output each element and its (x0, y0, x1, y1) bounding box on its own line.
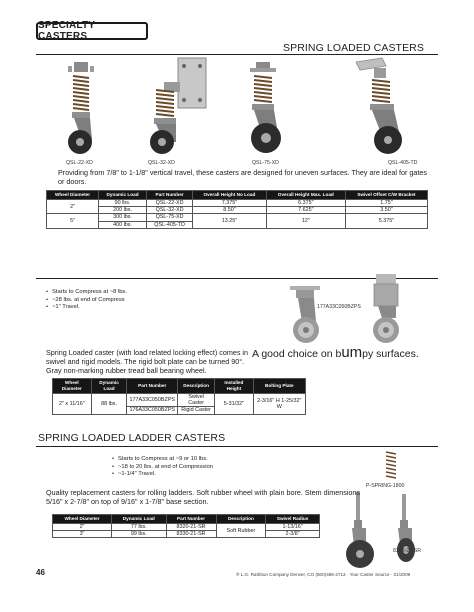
column-header: Part Number (147, 191, 193, 200)
bullet-list-section2 (46, 289, 127, 312)
caster-image-qsl-75 (236, 60, 292, 156)
column-header: Description (178, 379, 215, 394)
bullet-list-section3 (112, 456, 213, 479)
caption-8320-21-sr: 8320-21-SR (393, 548, 421, 554)
caption-p-spring-1800: P-SPRING-1800 (366, 483, 405, 489)
column-header: Dynamic Load (91, 379, 127, 394)
column-header: Dynamic Load (99, 191, 147, 200)
column-header: Overall Height Max. Load (266, 191, 345, 200)
table-row: 2" 77 lbs. 8320-21-SR Soft Rubber 1-13/16" (53, 524, 320, 531)
section-title-spring-loaded: SPRING LOADED CASTERS (283, 42, 424, 54)
list-item: • ~18 to 20 lbs. at end of Compression (112, 464, 213, 472)
spec-table-spring-loaded (46, 190, 428, 229)
section3-description: Quality replacement casters for rolling ladders. Soft rubber wheel with plain bore. Stem dimensions 5/16" x 2-7/8" on top of 9/16" x 1-7/8" base section. (46, 488, 361, 507)
table-row: 3" 99 lbs. 8330-21-SR 2-3/8" (53, 531, 320, 538)
caster-image-qsl-32 (140, 56, 210, 156)
column-header: Swivel Offset C/W Bracket (345, 191, 427, 200)
caption-qsl-22: QSL-22-XD (66, 160, 93, 166)
list-item: • ~1" Travel. (46, 304, 127, 312)
table-row: 200 lbs. QSL-32-XD 8.50" 7.625" 3.50" (47, 207, 428, 214)
table-row: 2" x 11/16" 88 lbs. 177A33C050BZPS Swivel Caster 5-31/32" 2-3/16" H 1-25/32" W (53, 394, 306, 407)
tagline-bumpy: A good choice on bumpy surfaces. (252, 344, 419, 361)
column-header: Swivel Radius (266, 515, 320, 524)
footer-text: ® L.G. Rathbun Company Denver, CO (800)466-2713 · Your Caster Source · 01/2009 (236, 572, 411, 577)
column-header: Installed Height (215, 379, 253, 394)
caster-image-rigid-176a (362, 272, 412, 348)
column-header: Overall Height No Load (193, 191, 267, 200)
list-item: • ~1-1/4" Travel. (112, 471, 213, 479)
table-row: 400 lbs. QSL-405-TD (47, 221, 428, 228)
caster-image-qsl-405 (352, 56, 412, 156)
spec-table-177a (52, 378, 306, 415)
column-header: Description (216, 515, 266, 524)
caster-image-swivel-177a (282, 282, 330, 346)
section-tag: SPECIALTY CASTERS (36, 22, 148, 40)
table-row: 5" 300 lbs. QSL-75-XD 13.25" 12" 5.375" (47, 214, 428, 221)
column-header: Part Number (166, 515, 216, 524)
page-number: 46 (36, 568, 45, 577)
caption-qsl-32: QSL-32-XD (148, 160, 175, 166)
caption-qsl-405: QSL-405-TD (388, 160, 418, 166)
column-header: Part Number (127, 379, 178, 394)
column-header: Wheel Diameter (47, 191, 99, 200)
caption-qsl-75: QSL-75-XD (252, 160, 279, 166)
column-header: Dynamic Load (112, 515, 166, 524)
list-item: • Starts to Compress at ~9 or 10 lbs. (112, 456, 213, 464)
column-header: Wheel Diameter (53, 515, 112, 524)
list-item: • ~28 lbs. at end of Compress (46, 297, 127, 305)
section2-description: Spring Loaded caster (with load related locking effect) comes in swivel and rigid models. The rigid bolt plate can be turned 90°. Gray non-marking rubber tread ball bearing wheel. (46, 348, 249, 376)
spring-image (384, 450, 398, 482)
section-title-ladder: SPRING LOADED LADDER CASTERS (38, 432, 226, 444)
caster-image-qsl-22 (58, 60, 104, 156)
list-item: • Starts to Compress at ~8 lbs. (46, 289, 127, 297)
column-header: Bolting Plate (253, 379, 305, 394)
spec-table-ladder (52, 514, 320, 538)
column-header: Wheel Diameter (53, 379, 92, 394)
table-row: 176A33C050BZPS Rigid Caster (53, 407, 306, 414)
table-row: 2" 90 lbs. QSL-22-XD 7.375" 6.375" 1.75" (47, 200, 428, 207)
section1-description: Providing from 7/8" to 1-1/8" vertical travel, these casters are designed for uneven surfaces. They are ideal for gates or doors. (58, 168, 427, 187)
section-divider (36, 446, 438, 447)
caption-177a33c050bzps: 177A33C050BZPS (317, 304, 361, 310)
section-divider (36, 54, 438, 55)
